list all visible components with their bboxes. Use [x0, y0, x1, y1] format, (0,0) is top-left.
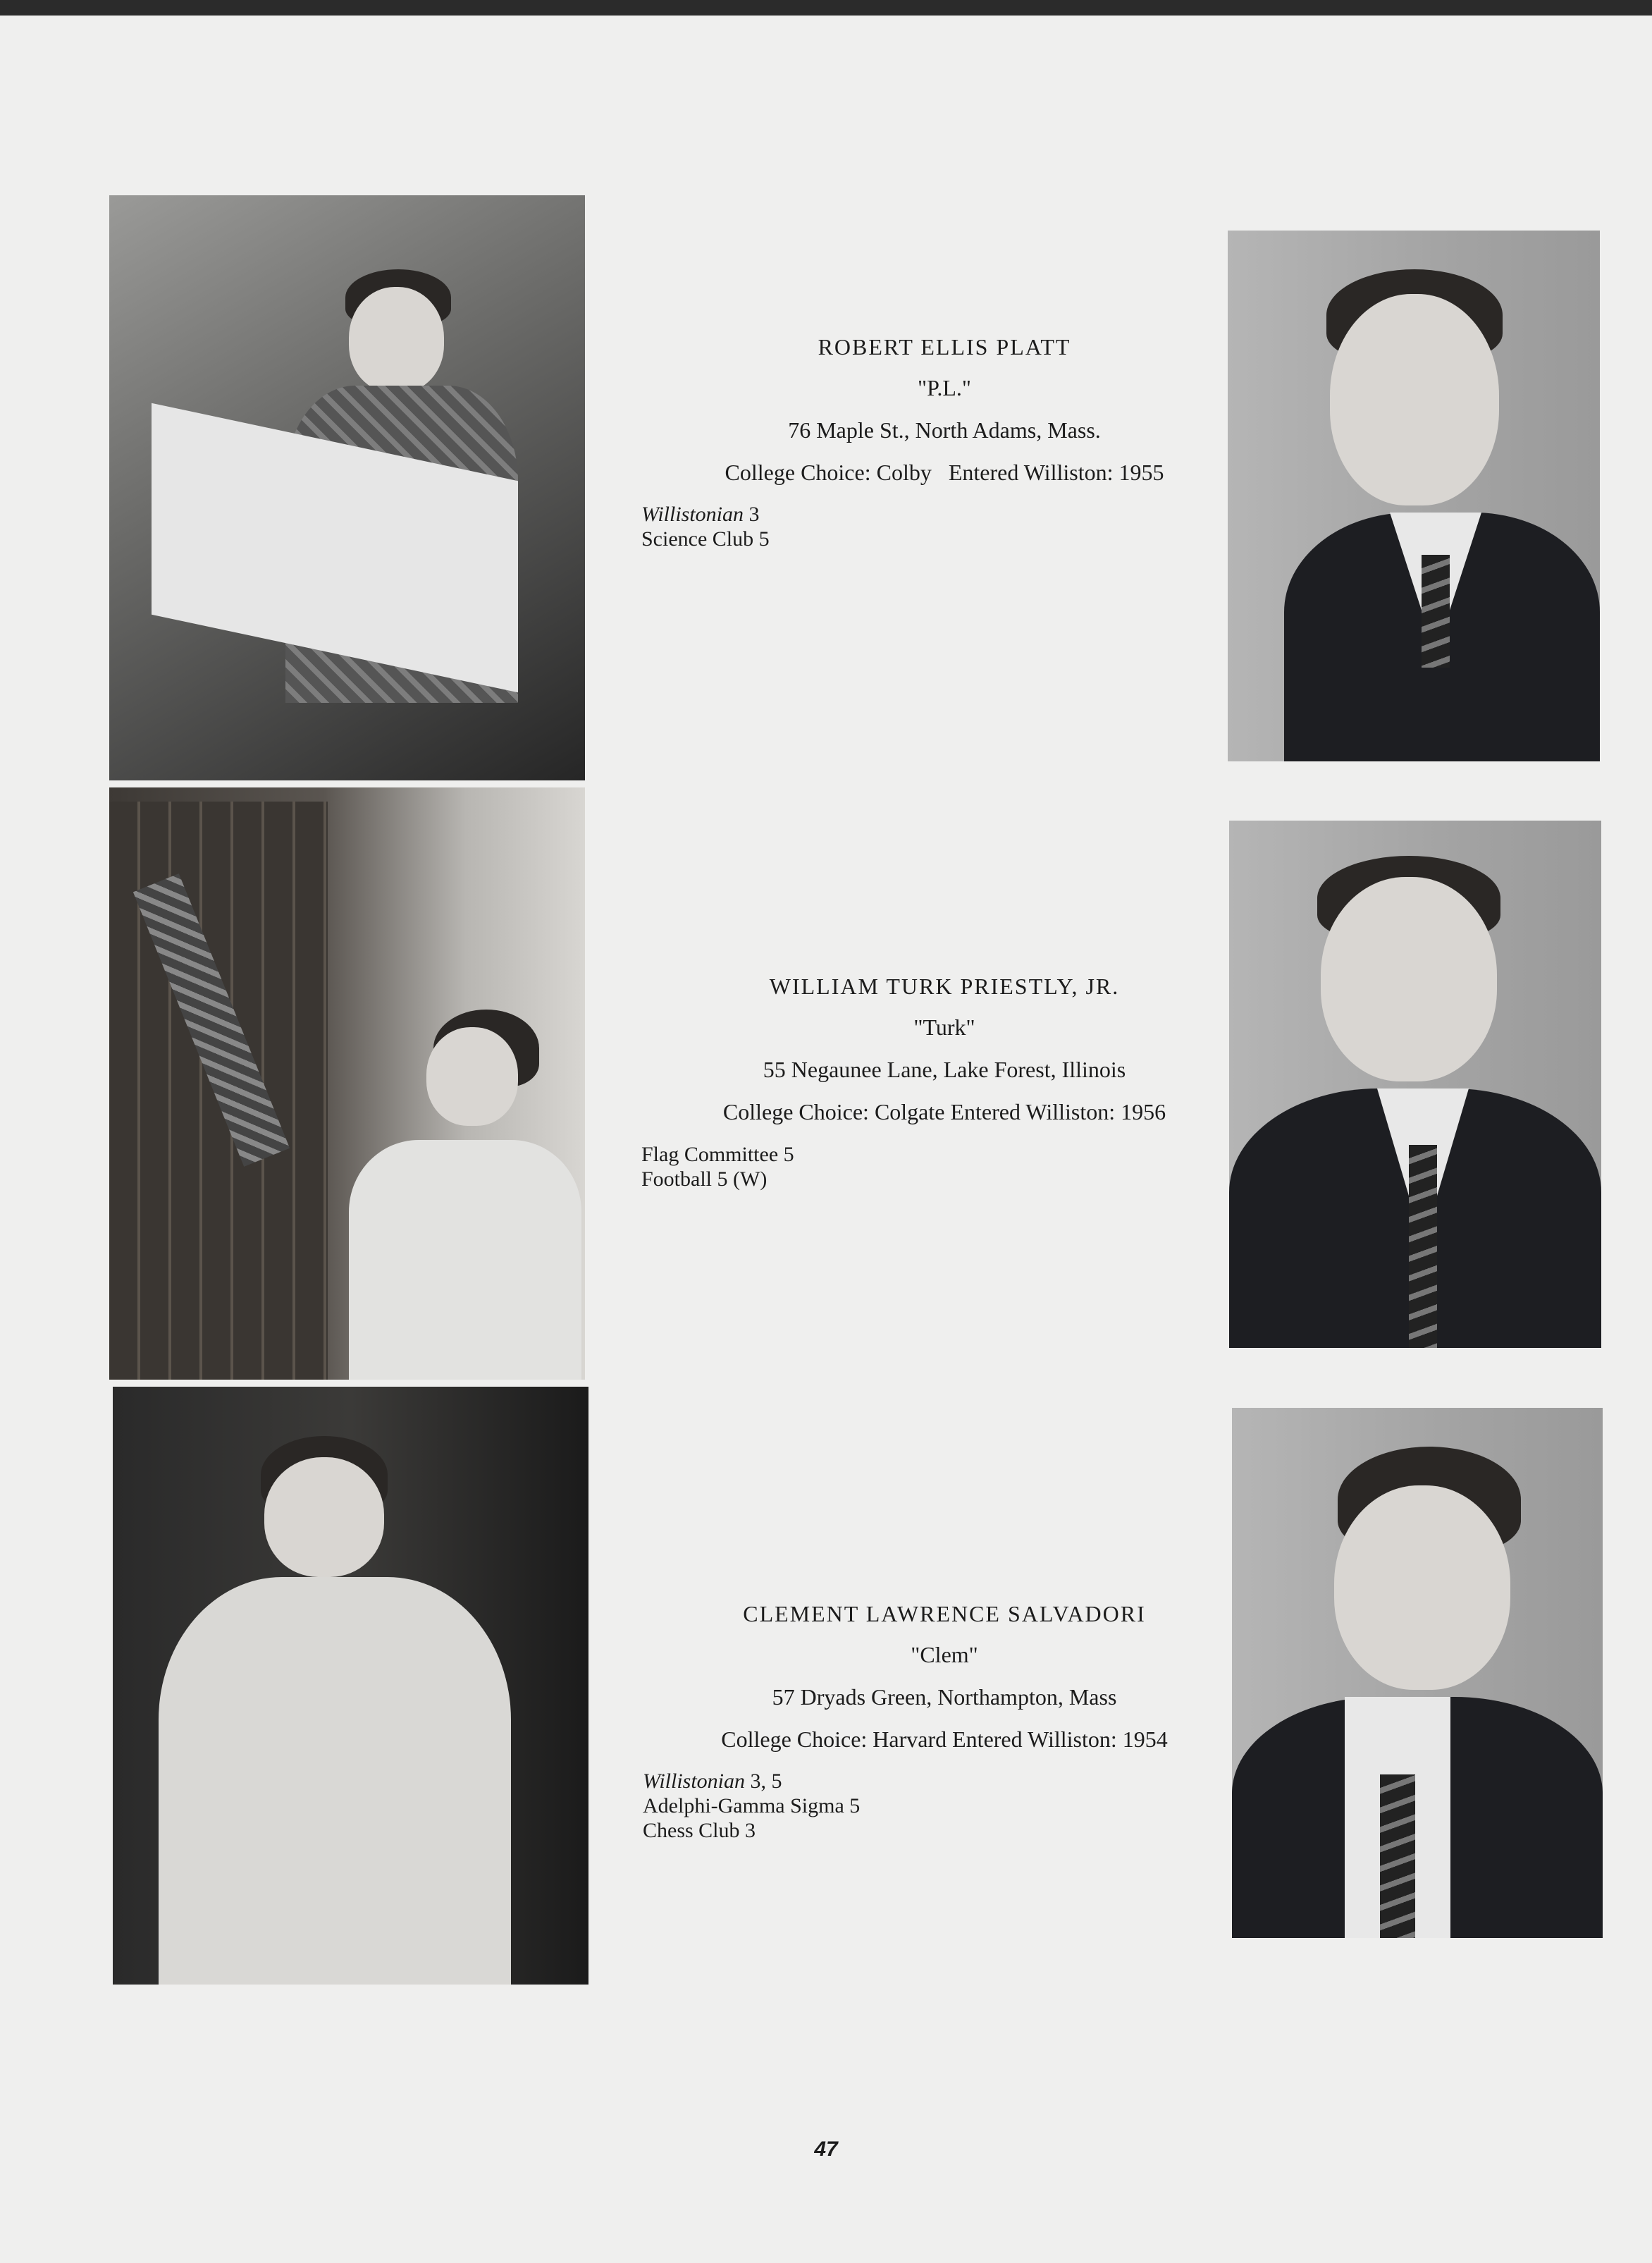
- student-address: 55 Negaunee Lane, Lake Forest, Illinois: [763, 1057, 1126, 1082]
- portrait-photo-salvadori: [1232, 1408, 1603, 1938]
- student-nickname: "Clem": [911, 1642, 978, 1667]
- student-entry-priestly: [638, 972, 1251, 1126]
- college-choice-line: College Choice: Colgate Entered Williston: 1956: [722, 1099, 1166, 1124]
- activities-list-priestly: [641, 1142, 1064, 1191]
- candid-photo-salvadori: [113, 1387, 588, 1985]
- portrait-photo-platt: [1228, 231, 1600, 761]
- page-number: 47: [814, 2138, 838, 2161]
- activities-list-salvadori: [643, 1769, 1066, 1843]
- activity-item: Flag Committee 5: [641, 1143, 794, 1166]
- activity-item: Willistonian 3, 5: [643, 1770, 782, 1793]
- student-nickname: "P.L.": [918, 375, 971, 400]
- candid-photo-priestly: [109, 787, 585, 1380]
- student-nickname: "Turk": [913, 1014, 975, 1040]
- activity-item: Adelphi-Gamma Sigma 5: [643, 1794, 861, 1817]
- student-address: 57 Dryads Green, Northampton, Mass: [772, 1684, 1117, 1710]
- activity-item: Science Club 5: [641, 527, 770, 551]
- student-address: 76 Maple St., North Adams, Mass.: [788, 417, 1101, 443]
- college-choice-line: College Choice: Colby Entered Williston: 1955: [725, 460, 1164, 485]
- portrait-photo-priestly: [1229, 821, 1601, 1348]
- yearbook-page: [0, 16, 1652, 2263]
- student-name: CLEMENT LAWRENCE SALVADORI: [743, 1601, 1146, 1626]
- activity-item: Willistonian 3: [641, 503, 760, 526]
- student-entry-salvadori: [638, 1600, 1251, 1753]
- activity-item: Chess Club 3: [643, 1819, 756, 1842]
- college-choice-line: College Choice: Harvard Entered Williston: 1954: [721, 1727, 1168, 1752]
- activities-list-platt: [641, 502, 1064, 551]
- student-entry-platt: [638, 333, 1251, 486]
- student-name: ROBERT ELLIS PLATT: [818, 334, 1071, 360]
- candid-photo-platt: [109, 195, 585, 780]
- activity-item: Football 5 (W): [641, 1167, 768, 1191]
- student-name: WILLIAM TURK PRIESTLY, JR.: [769, 974, 1120, 999]
